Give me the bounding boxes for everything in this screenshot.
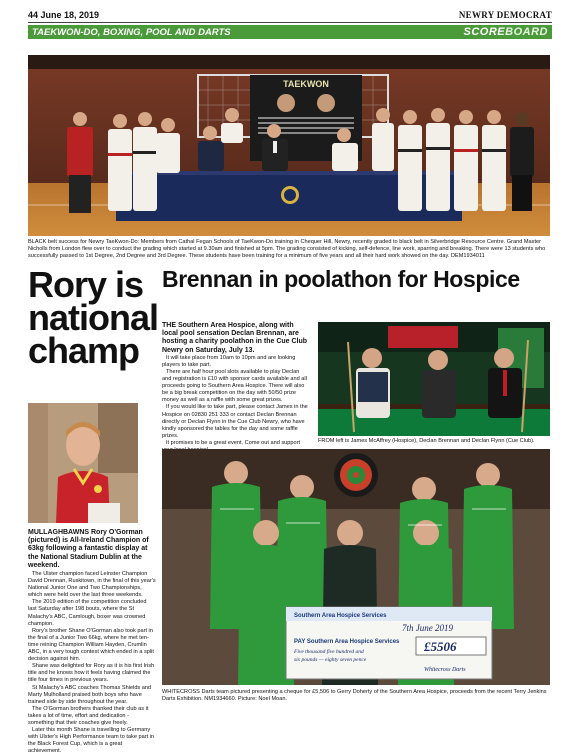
rory-lead: MULLAGHBAWNS Rory O'Gorman (pictured) is All-Ireland Champion of 63kg following a fantastic display at the National Stadium Dublin at the weekend. xyxy=(28,529,149,569)
taekwondo-group-photo xyxy=(28,55,550,236)
section-title: TAEKWON-DO, BOXING, POOL AND DARTS xyxy=(32,26,231,38)
rory-paragraph: The 2019 edition of the competition concluded last Saturday after 198 bouts, where the St Malachy's ABC, Camlough, boxer was crowned champion. xyxy=(28,599,147,627)
brand-board: BOARD xyxy=(505,26,548,38)
rory-paragraph: Rory's brother Shane O'Gorman also took part in the final of a Junior Two 66kg, where he met ten-time reining Champion William Hayden, Crumlin ABC, in a very tough contest which ended in a split decision against him. xyxy=(28,627,154,663)
taekwondo-caption: BLACK belt success for Newry TaeKwon-Do: Members from Cathal Fegan Schools of TaeKwon-Do training in Chequer Hill, Newry, recently graded to black belt in Silverbridge Resource Centre. Grand Master Nicholls from London flew over to conduct the grading which started at 9.30am and finished at 5pm. The grading consisted of kicking, self-defence, line work, sparring and breaking. There were 13 students who successfully passed to 1st Degree, 2nd Degree and 3rd Degree. These students have been training for a minimum of five years and all their hard work showed on the day. DEM1934011 xyxy=(28,239,546,259)
cheque-words: Five thousand five hundred and xyxy=(294,649,364,655)
rory-headline: Rory is national champ xyxy=(28,264,159,371)
brennan-headline: Brennan in poolathon for Hospice xyxy=(162,266,520,292)
brennan-article-body xyxy=(162,322,310,454)
cheque-org: Southern Area Hospice Services xyxy=(294,613,387,619)
banner-title: TAEKWON xyxy=(283,79,329,89)
brand-score: SCORE xyxy=(463,26,506,38)
rory-paragraph: Shane was delighted for Rory as it is his first Irish title and he knows how it feels having claimed the title four times in previous years. xyxy=(28,663,155,684)
brennan-paragraph: It promises to be a great event. Come out and support xyxy=(166,439,301,446)
pool-photo xyxy=(318,322,550,436)
rory-paragraph: St Malachy's ABC coaches Thomas Shields and Marty Mulholland praised both boys who have trained side by side throughout the year. xyxy=(28,684,152,705)
rory-article-body xyxy=(28,529,156,755)
cheque-amount: £5506 xyxy=(424,639,457,654)
rory-paragraph: The O'Gorman brothers thanked their club as it takes a lot of time, effort and dedication - something that their coaches give freely. xyxy=(28,705,149,726)
darts-cheque-photo xyxy=(162,449,550,685)
page-date: 44 June 18, 2019 xyxy=(28,10,100,20)
darts-caption: WHITECROSS Darts team pictured presenting a cheque for £5,506 to Gerry Doherty of the Southern Area Hospice, proceeds from the recent Terry Jenkins Darts Exhibition. NM1934660. Picture: Noel Moan. xyxy=(162,689,547,702)
brennan-paragraph: If you would like to take part, please contact James in the Hospice on 02830 251 333 or contact Declan Brennan directly or Declan Flynn in the Cue Club Newry, who have kindly sponsored the tables for the day and some raffle prizes. xyxy=(162,404,308,439)
brennan-lead: THE Southern Area Hospice, along with local pool sensation Declan Brennan, are hosting a charity poolathon in the Cue Club Newry on Saturday, July 13. xyxy=(162,322,308,354)
scoreboard-logo xyxy=(464,26,552,38)
rory-paragraph: Later this month Shane is travelling to Germany with Ulster's High Performance team to take part in the Black Forest Cup, which is a great achievement. xyxy=(28,727,155,755)
section-bar xyxy=(28,25,552,39)
page-header-line xyxy=(28,8,552,23)
rory-paragraph: The Ulster champion faced Leinster Champion David Drennan, Ruskitown, in the final of this year's National Junior One and Two Championships, which were held over the last three weekends. xyxy=(28,571,156,599)
cheque-payee: PAY Southern Area Hospice Services xyxy=(294,639,400,645)
cheque-date: 7th June 2019 xyxy=(402,623,453,633)
pool-photo-caption: FROM left is James McAffrey (Hospice), Declan Brennan and Declan Flynn (Cue Club). xyxy=(318,438,535,444)
rory-boxer-photo xyxy=(28,403,138,523)
brennan-paragraph: There are half hour pool slots available to play Declan and registration is £10 with sponsor cards available and all proceeds going to Southern Area Hospice. There will also be a big break competition on the day with 50/50 prize money as well as a raffle with some great prizes. xyxy=(162,369,307,404)
cheque-from: Whitecross Darts xyxy=(424,667,466,673)
masthead: NEWRY DEMOCRAT xyxy=(458,10,552,20)
cheque-words-2: six pounds — eighty seven pence xyxy=(294,657,367,663)
brennan-paragraph: It will take place from 10am to 10pm and are looking players to take part. xyxy=(162,354,296,368)
